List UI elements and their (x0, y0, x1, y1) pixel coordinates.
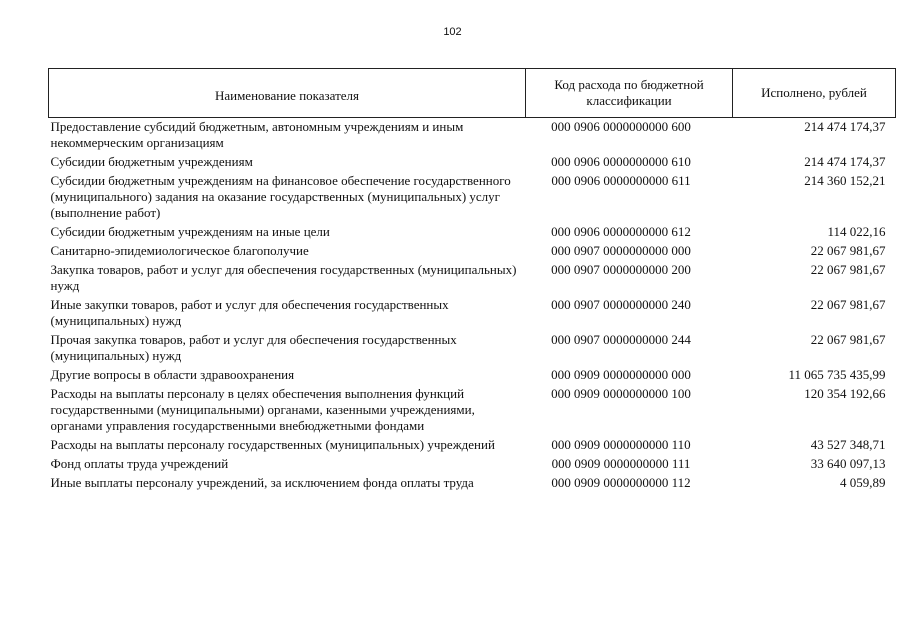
table-row (49, 172, 896, 223)
indicator-name-cell: Фонд оплаты труда учреждений (50, 456, 229, 471)
column-header-name: Наименование показателя (49, 69, 526, 118)
indicator-name-cell: Субсидии бюджетным учреждениям на иные цели (50, 224, 330, 239)
executed-amount-cell: 214 474 174,37 (804, 119, 886, 134)
table-body (49, 118, 896, 494)
executed-amount-cell: 22 067 981,67 (810, 262, 886, 277)
table-row (49, 385, 896, 436)
executed-amount-cell: 214 474 174,37 (804, 154, 886, 169)
budget-code-cell: 000 0909 0000000000 100 (551, 386, 691, 401)
executed-amount-cell: 22 067 981,67 (810, 243, 886, 258)
table-row (49, 153, 896, 172)
column-header-amount: Исполнено, рублей (733, 69, 896, 118)
executed-amount-cell: 11 065 735 435,99 (788, 367, 886, 382)
table-header (49, 69, 896, 118)
budget-code-cell: 000 0906 0000000000 611 (551, 173, 691, 188)
budget-code-cell: 000 0909 0000000000 111 (551, 456, 691, 471)
executed-amount-cell: 114 022,16 (827, 224, 886, 239)
table-row (49, 474, 896, 493)
table-row (49, 261, 896, 296)
executed-amount-cell: 4 059,89 (840, 475, 886, 490)
budget-code-cell: 000 0906 0000000000 610 (551, 154, 691, 169)
budget-code-cell: 000 0909 0000000000 000 (551, 367, 691, 382)
table-header-row (49, 69, 896, 118)
executed-amount-cell: 22 067 981,67 (810, 332, 886, 347)
budget-execution-table (48, 68, 896, 493)
table-row (49, 223, 896, 242)
indicator-name-cell: Расходы на выплаты персоналу государственных (муниципальных) учреждений (50, 437, 495, 452)
indicator-name-cell: Санитарно-эпидемиологическое благополучие (50, 243, 309, 258)
table-row (49, 296, 896, 331)
indicator-name-cell: Расходы на выплаты персоналу в целях обеспечения выполнения функций государственными (муниципальными) органами, казенными учреждениями, органами управления государственными внебюджетными фондами (50, 386, 475, 433)
budget-code-cell: 000 0907 0000000000 240 (551, 297, 691, 312)
budget-code-cell: 000 0909 0000000000 110 (551, 437, 691, 452)
indicator-name-cell: Иные закупки товаров, работ и услуг для обеспечения государственных (муниципальных) нужд (50, 297, 449, 328)
indicator-name-cell: Закупка товаров, работ и услуг для обеспечения государственных (муниципальных) нужд (50, 262, 517, 293)
page-number: 102 (443, 26, 462, 38)
executed-amount-cell: 120 354 192,66 (804, 386, 886, 401)
table-row (49, 436, 896, 455)
budget-code-cell: 000 0906 0000000000 600 (551, 119, 691, 134)
budget-code-cell: 000 0907 0000000000 244 (551, 332, 691, 347)
table-row (49, 331, 896, 366)
budget-code-cell: 000 0907 0000000000 000 (551, 243, 691, 258)
table-row (49, 455, 896, 474)
executed-amount-cell: 33 640 097,13 (810, 456, 886, 471)
budget-code-cell: 000 0909 0000000000 112 (551, 475, 691, 490)
indicator-name-cell: Другие вопросы в области здравоохранения (50, 367, 295, 382)
column-header-code: Код расхода по бюджетной классификации (526, 69, 733, 118)
indicator-name-cell: Субсидии бюджетным учреждениям (50, 154, 253, 169)
executed-amount-cell: 43 527 348,71 (810, 437, 886, 452)
table-row (49, 118, 896, 154)
table-row (49, 366, 896, 385)
budget-code-cell: 000 0906 0000000000 612 (551, 224, 691, 239)
indicator-name-cell: Предоставление субсидий бюджетным, автономным учреждениям и иным некоммерческим организациям (50, 119, 464, 150)
executed-amount-cell: 22 067 981,67 (810, 297, 886, 312)
indicator-name-cell: Иные выплаты персоналу учреждений, за исключением фонда оплаты труда (50, 475, 474, 490)
indicator-name-cell: Прочая закупка товаров, работ и услуг для обеспечения государственных (муниципальных) нужд (50, 332, 457, 363)
table-row (49, 242, 896, 261)
indicator-name-cell: Субсидии бюджетным учреждениям на финансовое обеспечение государственного (муниципального) задания на оказание государственных (муниципальных) услуг (выполнение работ) (50, 173, 511, 220)
budget-code-cell: 000 0907 0000000000 200 (551, 262, 691, 277)
executed-amount-cell: 214 360 152,21 (804, 173, 886, 188)
